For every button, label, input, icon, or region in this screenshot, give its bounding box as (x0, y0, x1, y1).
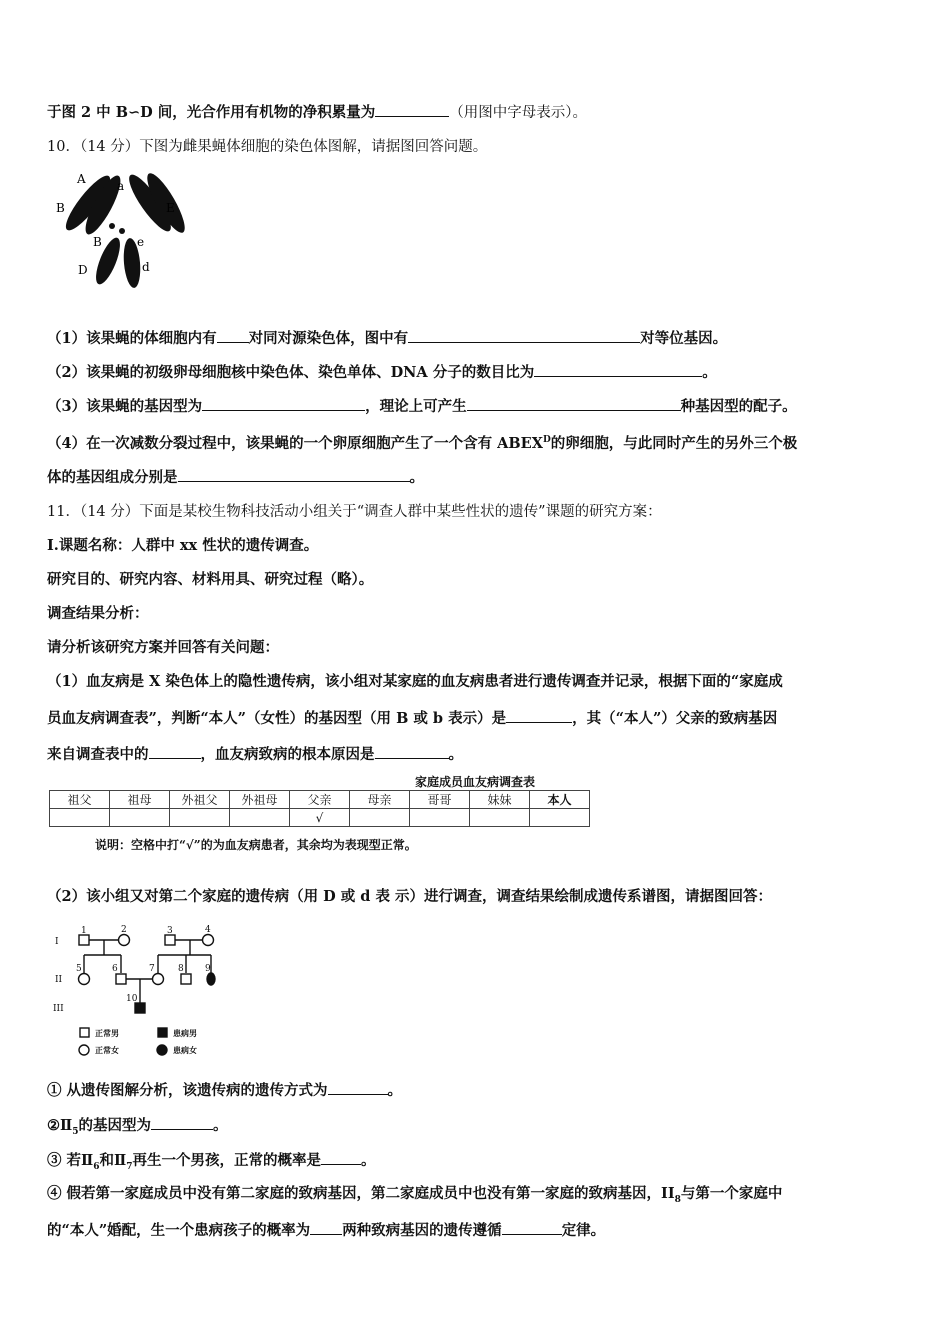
answer-blank[interactable] (408, 327, 640, 343)
q11-p1-line1: （1）血友病是 X 染色体上的隐性遗传病，该小组对某家庭的血友病患者进行遗传调查并记录，根据下面的“家庭成 (47, 673, 783, 690)
q10-header: 10．（14 分）下图为雌果蝇体细胞的染色体图解，请据图回答问题。 (47, 139, 488, 155)
individual-number: 4 (205, 925, 211, 935)
individual-number: 10 (126, 994, 138, 1004)
q11-sub1: ① 从遗传图解分析，该遗传病的遗传方式为 。 (47, 1079, 910, 1102)
answer-blank[interactable] (502, 1219, 562, 1235)
table-header-cell: 父亲 (290, 791, 350, 809)
table-title: 家庭成员血友病调查表 (414, 775, 535, 789)
table-header-row (50, 791, 590, 809)
answer-blank[interactable] (217, 327, 249, 343)
q10-part2: （2）该果蝇的初级卵母细胞核中染色体、染色单体、DNA 分子的数目比为 。 (47, 361, 910, 384)
table-cell (170, 809, 230, 827)
answer-blank[interactable] (321, 1149, 361, 1165)
q11-p2-line1: （2）该小组又对第二个家庭的遗传病（用 D 或 d 表 示）进行调查，调查结果绘制成遗传系谱图，请据图回答： (47, 888, 773, 905)
answer-blank[interactable] (506, 707, 572, 723)
q11-line2: 研究目的、研究内容、材料用具、研究过程（略）。 (47, 571, 374, 588)
table-header-cell: 哥哥 (410, 791, 470, 809)
individual-number: 1 (81, 926, 87, 936)
survey-table (49, 790, 590, 827)
answer-blank[interactable] (149, 743, 201, 759)
legend-label: 正常男 (95, 1028, 119, 1038)
table-cell (350, 809, 410, 827)
q11-p1-line3: 来自调查表中的 ，血友病致病的根本原因是 。 (47, 743, 910, 766)
dot-chromosome (109, 223, 115, 229)
table-cell (470, 809, 530, 827)
table-cell (110, 809, 170, 827)
table-cell: √ (290, 809, 350, 827)
individual-number: 5 (76, 964, 82, 974)
table-cell (230, 809, 290, 827)
answer-blank[interactable] (375, 101, 449, 117)
q11-sub4: ④ 假若第一家庭成员中没有第二家庭的致病基因，第二家庭成员中也没有第一家庭的致病基因，$II_8$与第一个家庭中 (47, 1185, 783, 1205)
pedigree-chart (48, 925, 248, 1060)
q10-part4-cont: 体的基因组成分别是 。 (47, 466, 910, 489)
gene-label: d (142, 260, 150, 274)
q11-title: I.课题名称：人群中 xx 性状的遗传调查。 (47, 537, 319, 554)
generation-label: I (55, 937, 59, 947)
table-header-cell: 祖父 (50, 791, 110, 809)
table-cell (410, 809, 470, 827)
table-header-cell: 外祖父 (170, 791, 230, 809)
table-header-cell: 母亲 (350, 791, 410, 809)
gene-label: B (93, 235, 102, 249)
generation-label: II (55, 975, 63, 985)
table-cell (530, 809, 590, 827)
legend-label: 正常女 (95, 1045, 119, 1055)
q10-part3: （3）该果蝇的基因型为 ，理论上可产生 种基因型的配子。 (47, 395, 910, 418)
table-header-cell: 本人 (530, 791, 590, 809)
gene-label: e (137, 235, 145, 249)
answer-blank[interactable] (202, 395, 365, 411)
q10-part4: （4）在一次减数分裂过程中，该果蝇的一个卵原细胞产生了一个含有 $ABEX^D$的卵细胞，与此同时产生的另外三个极 (47, 434, 798, 452)
q11-sub3: ③ 若$Ⅱ_6$和$Ⅱ_7$再生一个男孩，正常的概率是 。 (47, 1149, 910, 1178)
generation-label: III (53, 1004, 64, 1014)
table-note: 说明：空格中打“√”的为血友病患者，其余均为表现型正常。 (95, 838, 417, 852)
individual-number: 2 (121, 925, 127, 935)
q10-part1: （1）该果蝇的体细胞内有 对同对源染色体，图中有 对等位基因。 (47, 327, 910, 350)
top-line: 于图 2 中 B∽D 间，光合作用有机物的净积累量为 （用图中字母表示）。 (47, 101, 910, 124)
answer-blank[interactable] (310, 1219, 342, 1235)
gene-label: A (77, 172, 86, 186)
q11-sub4-cont: 的“本人”婚配，生一个患病孩子的概率为 两种致病基因的遗传遵循 定律。 (47, 1219, 910, 1242)
legend-label: 患病女 (173, 1045, 197, 1055)
answer-blank[interactable] (375, 743, 449, 759)
answer-blank[interactable] (534, 361, 702, 377)
gene-label: B (56, 201, 65, 215)
answer-blank[interactable] (151, 1114, 213, 1130)
gene-label: a (117, 179, 125, 193)
answer-blank[interactable] (467, 395, 681, 411)
q11-line3: 调查结果分析： (47, 605, 149, 622)
individual-number: 3 (167, 926, 173, 936)
individual-number: 8 (178, 964, 184, 974)
individual-number: 7 (149, 964, 155, 974)
answer-blank[interactable] (178, 466, 410, 482)
table-header-cell: 外祖母 (230, 791, 290, 809)
individual-number: 6 (112, 964, 118, 974)
chromosome-diagram (50, 163, 195, 298)
q11-p1-line2: 员血友病调查表”，判断“本人”（女性）的基因型（用 B 或 b 表示）是 ，其（“本人”）父亲的致病基因 (47, 707, 910, 730)
dot-chromosome (119, 228, 125, 234)
table-header-cell: 祖母 (110, 791, 170, 809)
q11-header: 11．（14 分）下面是某校生物科技活动小组关于“调查人群中某些性状的遗传”课题的研究方案： (47, 504, 662, 520)
table-header-cell: 妹妹 (470, 791, 530, 809)
table-row (50, 809, 590, 827)
q11-sub2: $②Ⅱ_5$的基因型为 。 (47, 1114, 910, 1143)
gene-label: D (78, 263, 88, 277)
individual-number: 9 (205, 964, 211, 974)
gene-label: E (166, 201, 175, 215)
legend-label: 患病男 (173, 1028, 197, 1038)
q11-line4: 请分析该研究方案并回答有关问题： (47, 639, 279, 656)
answer-blank[interactable] (328, 1079, 388, 1095)
table-cell (50, 809, 110, 827)
